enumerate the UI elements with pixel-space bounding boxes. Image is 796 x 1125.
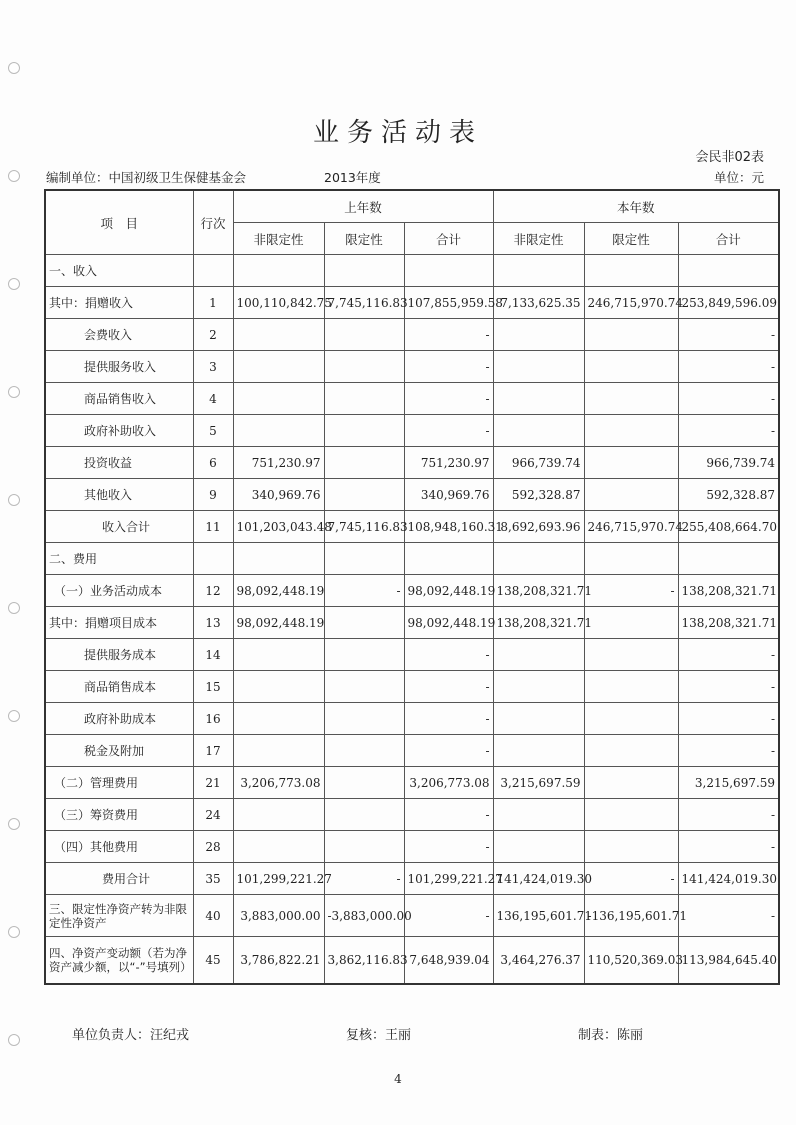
header-prev-total: 合计 [404,223,493,255]
row-line-number: 9 [193,479,233,511]
cell-curr-restricted [584,415,678,447]
cell-prev-unrestricted: 100,110,842.75 [233,287,324,319]
cell-prev-restricted [324,735,404,767]
binder-hole [8,818,20,830]
row-item-label: 税金及附加 [45,735,193,767]
activity-table [44,189,780,985]
cell-prev-restricted [324,415,404,447]
binder-hole [8,1034,20,1046]
table-row [45,255,779,287]
table-row [45,703,779,735]
cell-prev-unrestricted: 101,203,043.48 [233,511,324,543]
cell-prev-unrestricted [233,415,324,447]
cell-prev-unrestricted: 340,969.76 [233,479,324,511]
cell-curr-restricted [584,447,678,479]
cell-curr-total: - [678,831,779,863]
row-item-label: （一）业务活动成本 [45,575,193,607]
cell-curr-restricted [584,255,678,287]
row-item-label: 二、费用 [45,543,193,575]
cell-prev-total: - [404,703,493,735]
cell-curr-unrestricted: 8,692,693.96 [493,511,584,543]
row-item-label: 三、限定性净资产转为非限定性净资产 [45,895,193,937]
binder-hole [8,494,20,506]
table-row [45,287,779,319]
row-line-number: 3 [193,351,233,383]
cell-prev-restricted [324,479,404,511]
currency-unit: 单位：元 [713,170,764,185]
cell-curr-restricted [584,319,678,351]
row-item-label: 其中：捐赠收入 [45,287,193,319]
row-line-number: 28 [193,831,233,863]
row-line-number: 13 [193,607,233,639]
cell-curr-total [678,543,779,575]
row-item-label: 费用合计 [45,863,193,895]
table-row [45,511,779,543]
cell-curr-unrestricted: 592,328.87 [493,479,584,511]
cell-curr-total: - [678,671,779,703]
cell-prev-total: - [404,799,493,831]
binder-hole [8,170,20,182]
cell-curr-restricted [584,383,678,415]
cell-prev-total: 108,948,160.31 [404,511,493,543]
cell-prev-unrestricted [233,319,324,351]
table-row [45,895,779,937]
table-row [45,607,779,639]
cell-prev-restricted [324,383,404,415]
table-row [45,735,779,767]
cell-prev-total: - [404,319,493,351]
table-row [45,447,779,479]
table-row [45,937,779,985]
cell-curr-restricted [584,799,678,831]
cell-curr-total: 255,408,664.70 [678,511,779,543]
reviewer-signature: 复核：王丽 [346,1028,412,1043]
cell-prev-total: 3,206,773.08 [404,767,493,799]
table-row [45,799,779,831]
row-item-label: 投资收益 [45,447,193,479]
header-prev-year: 上年数 [233,190,493,223]
cell-curr-unrestricted: 136,195,601.71 [493,895,584,937]
header-prev-restricted: 限定性 [324,223,404,255]
cell-curr-unrestricted [493,383,584,415]
row-line-number: 16 [193,703,233,735]
cell-curr-total: - [678,799,779,831]
table-row [45,575,779,607]
row-line-number: 14 [193,639,233,671]
cell-curr-total: - [678,703,779,735]
leader-signature: 单位负责人：汪纪戎 [72,1028,190,1043]
cell-prev-restricted [324,607,404,639]
cell-curr-unrestricted [493,543,584,575]
table-row [45,863,779,895]
cell-prev-unrestricted [233,799,324,831]
cell-curr-restricted: - [584,863,678,895]
cell-curr-restricted [584,639,678,671]
cell-prev-restricted [324,767,404,799]
cell-curr-unrestricted [493,735,584,767]
cell-prev-unrestricted [233,255,324,287]
cell-prev-total: - [404,639,493,671]
cell-curr-restricted [584,607,678,639]
cell-prev-total: - [404,351,493,383]
cell-prev-restricted: 7,745,116.83 [324,287,404,319]
binder-hole [8,62,20,74]
row-line-number: 45 [193,937,233,985]
cell-curr-unrestricted [493,671,584,703]
cell-curr-restricted: 246,715,970.74 [584,511,678,543]
row-item-label: 其他收入 [45,479,193,511]
cell-curr-unrestricted [493,799,584,831]
cell-prev-total [404,255,493,287]
cell-curr-restricted [584,479,678,511]
cell-curr-total: 138,208,321.71 [678,575,779,607]
cell-prev-unrestricted: 3,206,773.08 [233,767,324,799]
cell-prev-unrestricted: 3,883,000.00 [233,895,324,937]
table-row [45,351,779,383]
cell-prev-restricted: - [324,863,404,895]
row-line-number: 35 [193,863,233,895]
cell-curr-total [678,255,779,287]
cell-prev-restricted: -3,883,000.00 [324,895,404,937]
header-prev-unrestricted: 非限定性 [233,223,324,255]
cell-curr-restricted: - [584,575,678,607]
cell-curr-total: - [678,319,779,351]
cell-curr-unrestricted [493,831,584,863]
cell-prev-total: - [404,735,493,767]
cell-curr-total: 141,424,019.30 [678,863,779,895]
cell-prev-unrestricted [233,735,324,767]
cell-prev-total: 340,969.76 [404,479,493,511]
cell-curr-unrestricted [493,415,584,447]
cell-prev-total: 7,648,939.04 [404,937,493,985]
binder-hole [8,602,20,614]
row-line-number: 17 [193,735,233,767]
table-row [45,415,779,447]
cell-prev-unrestricted [233,543,324,575]
header-curr-unrestricted: 非限定性 [493,223,584,255]
row-item-label: 提供服务成本 [45,639,193,671]
row-item-label: 四、净资产变动额（若为净资产减少额，以“-”号填列） [45,937,193,985]
cell-prev-unrestricted [233,671,324,703]
cell-prev-restricted [324,447,404,479]
cell-prev-unrestricted [233,831,324,863]
row-item-label: 会费收入 [45,319,193,351]
cell-prev-restricted [324,671,404,703]
cell-prev-unrestricted [233,639,324,671]
report-year: 2013年度 [324,170,381,185]
cell-curr-restricted [584,351,678,383]
binder-hole [8,710,20,722]
row-line-number: 6 [193,447,233,479]
row-line-number: 4 [193,383,233,415]
cell-prev-restricted: 7,745,116.83 [324,511,404,543]
cell-curr-total: 3,215,697.59 [678,767,779,799]
row-item-label: （二）管理费用 [45,767,193,799]
row-item-label: （四）其他费用 [45,831,193,863]
page-number: 4 [394,1072,402,1086]
cell-curr-unrestricted: 966,739.74 [493,447,584,479]
binder-hole [8,386,20,398]
binder-hole [8,278,20,290]
table-row [45,383,779,415]
preparer-signature: 制表：陈丽 [578,1028,644,1043]
row-line-number: 15 [193,671,233,703]
cell-curr-total: - [678,383,779,415]
form-code: 会民非02表 [695,150,764,165]
cell-curr-total: 253,849,596.09 [678,287,779,319]
cell-curr-unrestricted [493,703,584,735]
cell-prev-restricted [324,799,404,831]
header-curr-restricted: 限定性 [584,223,678,255]
cell-curr-restricted: 110,520,369.03 [584,937,678,985]
row-item-label: （三）筹资费用 [45,799,193,831]
cell-curr-total: - [678,351,779,383]
row-line-number: 24 [193,799,233,831]
cell-curr-total: 138,208,321.71 [678,607,779,639]
cell-curr-total: - [678,735,779,767]
cell-curr-restricted [584,831,678,863]
table-row [45,639,779,671]
cell-prev-total: 98,092,448.19 [404,607,493,639]
row-item-label: 商品销售成本 [45,671,193,703]
cell-prev-total: 107,855,959.58 [404,287,493,319]
cell-prev-unrestricted [233,383,324,415]
cell-curr-unrestricted [493,319,584,351]
cell-prev-total: - [404,895,493,937]
cell-prev-restricted: 3,862,116.83 [324,937,404,985]
row-item-label: 其中：捐赠项目成本 [45,607,193,639]
row-line-number: 21 [193,767,233,799]
table-row [45,671,779,703]
cell-curr-total: 113,984,645.40 [678,937,779,985]
header-curr-total: 合计 [678,223,779,255]
header-line: 行次 [193,190,233,255]
row-item-label: 收入合计 [45,511,193,543]
row-item-label: 一、收入 [45,255,193,287]
cell-prev-restricted [324,703,404,735]
binder-hole [8,926,20,938]
row-item-label: 商品销售收入 [45,383,193,415]
cell-curr-total: - [678,895,779,937]
row-line-number: 2 [193,319,233,351]
row-line-number [193,255,233,287]
cell-curr-unrestricted: 141,424,019.30 [493,863,584,895]
cell-prev-unrestricted: 751,230.97 [233,447,324,479]
cell-prev-total: - [404,415,493,447]
cell-curr-restricted [584,735,678,767]
cell-prev-unrestricted: 101,299,221.27 [233,863,324,895]
row-line-number: 12 [193,575,233,607]
cell-curr-restricted: -136,195,601.71 [584,895,678,937]
row-line-number [193,543,233,575]
cell-prev-unrestricted [233,351,324,383]
table-row [45,831,779,863]
cell-prev-unrestricted: 98,092,448.19 [233,607,324,639]
cell-curr-restricted: 246,715,970.74 [584,287,678,319]
cell-prev-restricted: - [324,575,404,607]
cell-curr-unrestricted [493,351,584,383]
row-item-label: 提供服务收入 [45,351,193,383]
cell-prev-total: - [404,831,493,863]
cell-prev-unrestricted: 3,786,822.21 [233,937,324,985]
cell-curr-restricted [584,703,678,735]
cell-curr-total: 592,328.87 [678,479,779,511]
cell-curr-unrestricted [493,639,584,671]
row-item-label: 政府补助成本 [45,703,193,735]
cell-curr-unrestricted [493,255,584,287]
cell-prev-total: 751,230.97 [404,447,493,479]
row-item-label: 政府补助收入 [45,415,193,447]
table-row [45,319,779,351]
cell-curr-unrestricted: 7,133,625.35 [493,287,584,319]
cell-prev-restricted [324,831,404,863]
cell-prev-total: - [404,383,493,415]
cell-prev-unrestricted: 98,092,448.19 [233,575,324,607]
cell-curr-restricted [584,543,678,575]
cell-curr-unrestricted: 138,208,321.71 [493,575,584,607]
cell-prev-total: - [404,671,493,703]
table-row [45,543,779,575]
cell-prev-restricted [324,255,404,287]
table-row [45,767,779,799]
cell-prev-total: 101,299,221.27 [404,863,493,895]
header-item: 项 目 [45,190,193,255]
cell-prev-total: 98,092,448.19 [404,575,493,607]
cell-curr-total: - [678,639,779,671]
cell-prev-restricted [324,351,404,383]
row-line-number: 40 [193,895,233,937]
cell-curr-unrestricted: 138,208,321.71 [493,607,584,639]
cell-curr-restricted [584,767,678,799]
cell-curr-unrestricted: 3,215,697.59 [493,767,584,799]
cell-curr-unrestricted: 3,464,276.37 [493,937,584,985]
page-title: 业务活动表 [312,118,483,148]
header-curr-year: 本年数 [493,190,779,223]
row-line-number: 11 [193,511,233,543]
table-row [45,479,779,511]
cell-prev-unrestricted [233,703,324,735]
cell-prev-restricted [324,543,404,575]
cell-curr-total: 966,739.74 [678,447,779,479]
cell-curr-total: - [678,415,779,447]
row-line-number: 1 [193,287,233,319]
cell-curr-restricted [584,671,678,703]
cell-prev-restricted [324,319,404,351]
org-label: 编制单位：中国初级卫生保健基金会 [46,170,247,185]
row-line-number: 5 [193,415,233,447]
cell-prev-restricted [324,639,404,671]
cell-prev-total [404,543,493,575]
